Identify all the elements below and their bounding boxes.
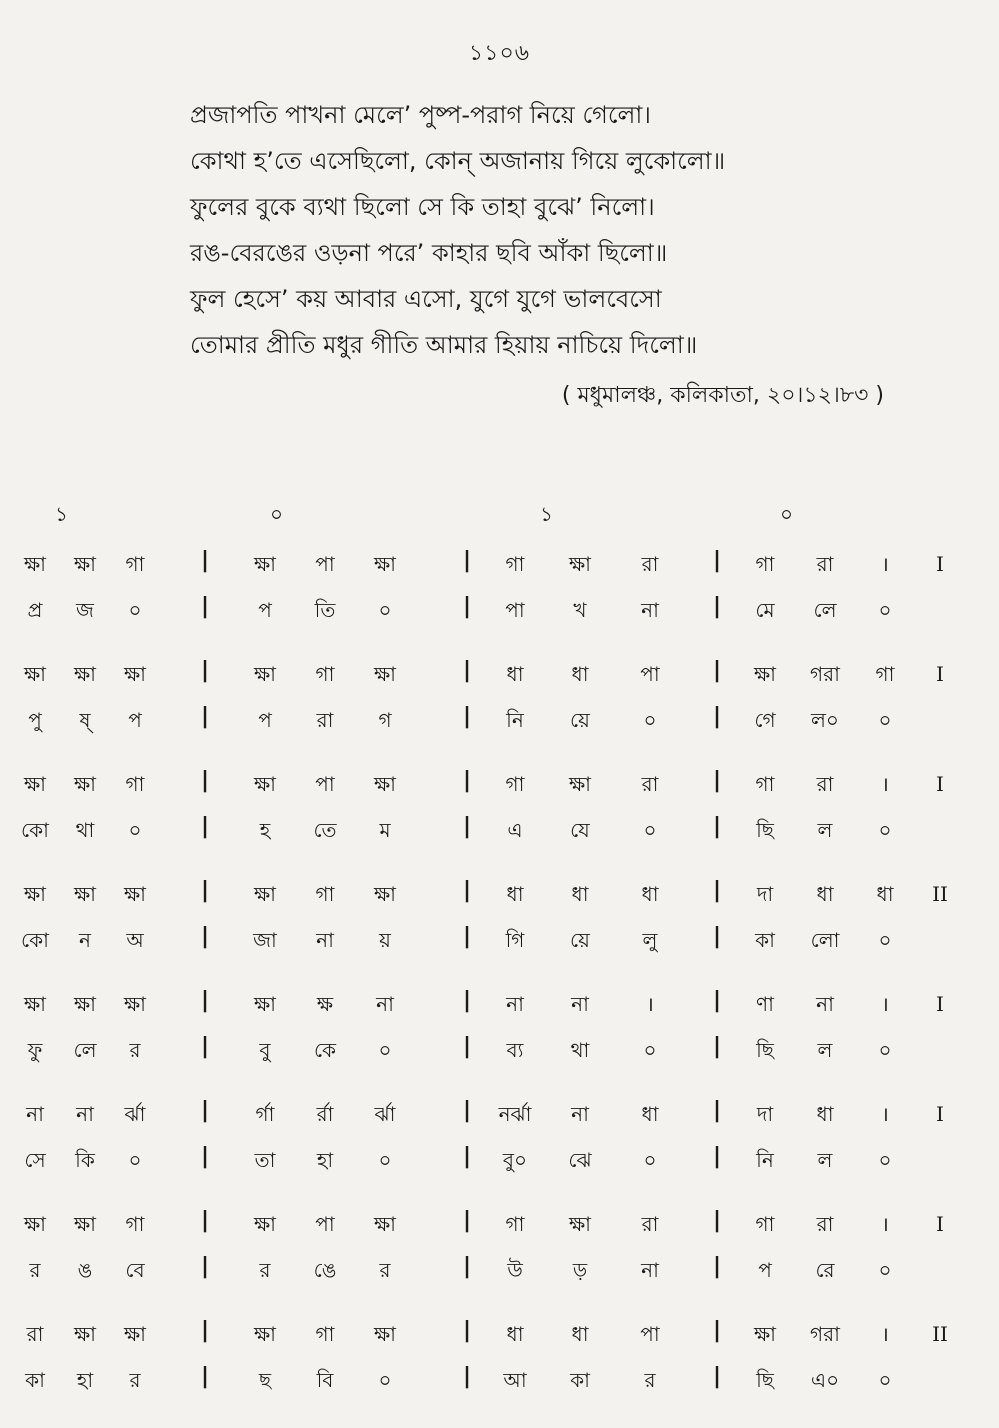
swara-note: ধা xyxy=(816,882,834,906)
swara-note: ক্ষা xyxy=(253,882,276,906)
swara-note: না xyxy=(571,992,589,1016)
swara-note: । xyxy=(881,1322,889,1346)
swara-note: ক্ষা xyxy=(123,882,146,906)
lyric-syllable: র xyxy=(29,1258,41,1282)
swara-note: না xyxy=(376,992,394,1016)
lyric-syllable: কা xyxy=(25,1368,45,1392)
lyric-syllable: র xyxy=(129,1038,141,1062)
swara-note: ক্ষা xyxy=(373,1322,396,1346)
lyric-syllable: না xyxy=(316,928,334,952)
swara-row xyxy=(0,652,999,698)
bar-line: | xyxy=(462,594,472,619)
lyric-syllable: ঙে xyxy=(313,1258,337,1282)
lyric-syllable: ০ xyxy=(378,1148,392,1172)
lyric-syllable: তি xyxy=(314,598,336,622)
lyric-syllable: ল xyxy=(817,818,833,842)
bar-line: | xyxy=(712,924,722,949)
swara-note: । xyxy=(881,1102,889,1126)
swara-note: ক্ষা xyxy=(568,772,591,796)
bar-line: | xyxy=(462,1098,472,1123)
swara-note: ক্ষা xyxy=(753,662,776,686)
swara-note: । xyxy=(881,992,889,1016)
swara-note: গা xyxy=(125,552,145,576)
swara-note: না xyxy=(816,992,834,1016)
lyric-syllable: তা xyxy=(254,1148,276,1172)
swara-note: ক্ষা xyxy=(373,662,396,686)
lyric-syllable: নি xyxy=(756,1148,774,1172)
beat-mark: ১ xyxy=(55,502,68,526)
lyric-syllable: ল০ xyxy=(811,708,839,732)
bar-line: | xyxy=(462,1254,472,1279)
bar-line: | xyxy=(462,548,472,573)
lyric-syllable: ঝে xyxy=(568,1148,592,1172)
poem-line: ফুলের বুকে ব্যথা ছিলো সে কি তাহা বুঝে’ নিলো। xyxy=(190,193,655,221)
swara-note: । xyxy=(646,992,654,1016)
swara-note: দা xyxy=(756,1102,774,1126)
bar-line: | xyxy=(462,988,472,1013)
swara-note: পা xyxy=(315,552,335,576)
lyric-syllable: পু xyxy=(28,708,42,732)
swara-note: পা xyxy=(315,1212,335,1236)
bar-line: | xyxy=(712,658,722,683)
lyric-syllable: নি xyxy=(506,708,524,732)
bar-line: | xyxy=(462,1364,472,1389)
swara-note: ক্ষা xyxy=(373,882,396,906)
lyric-syllable: ০ xyxy=(878,1258,892,1282)
bar-line: | xyxy=(712,594,722,619)
lyric-syllable: ছি xyxy=(756,1368,774,1392)
swara-note: ধা xyxy=(571,882,589,906)
lyric-syllable: ০ xyxy=(643,1148,657,1172)
beat-mark: ১ xyxy=(540,502,553,526)
swara-note: ক্ষা xyxy=(23,882,46,906)
swara-note: র্গা xyxy=(255,1102,275,1126)
lyric-syllable: উ xyxy=(507,1258,523,1282)
lyric-syllable: অ xyxy=(126,928,144,952)
swara-note: গা xyxy=(125,772,145,796)
lyric-syllable: প্র xyxy=(27,598,43,622)
swara-note: ক্ষা xyxy=(253,552,276,576)
lyric-syllable: ০ xyxy=(878,818,892,842)
bar-line: | xyxy=(462,1144,472,1169)
lyric-syllable: না xyxy=(641,1258,659,1282)
swara-note: ধা xyxy=(506,662,524,686)
swara-note: গা xyxy=(755,1212,775,1236)
bar-line: | xyxy=(200,1364,210,1389)
bar-line: | xyxy=(200,988,210,1013)
lyric-syllable: লে xyxy=(73,1038,97,1062)
lyric-syllable: কো xyxy=(21,818,49,842)
swara-note: ক্ষা xyxy=(253,1322,276,1346)
lyric-row xyxy=(0,1358,999,1404)
swara-note: ক্ষা xyxy=(73,662,96,686)
lyric-syllable: ০ xyxy=(378,598,392,622)
lyric-syllable: এ০ xyxy=(810,1368,840,1392)
lyric-syllable: র xyxy=(379,1258,391,1282)
lyric-syllable: জা xyxy=(253,928,277,952)
swara-note: ক্ষা xyxy=(253,772,276,796)
swara-note: ক্ষা xyxy=(23,772,46,796)
swara-note: রা xyxy=(641,772,659,796)
lyric-syllable: না xyxy=(641,598,659,622)
lyric-syllable: ০ xyxy=(878,708,892,732)
lyric-syllable: কা xyxy=(570,1368,590,1392)
bar-line: | xyxy=(200,1208,210,1233)
lyric-syllable: যে xyxy=(570,818,590,842)
lyric-syllable: রা xyxy=(316,708,334,732)
lyric-syllable: ল xyxy=(817,1038,833,1062)
swara-note: ধা xyxy=(641,882,659,906)
bar-line: | xyxy=(462,658,472,683)
swara-note: গা xyxy=(875,662,895,686)
swara-note: ক্ষা xyxy=(23,552,46,576)
lyric-syllable: থা xyxy=(570,1038,590,1062)
swara-note: ক্ষা xyxy=(73,1212,96,1236)
bar-line: | xyxy=(200,658,210,683)
lyric-row xyxy=(0,698,999,744)
lyric-syllable: ঙ xyxy=(77,1258,93,1282)
lyric-syllable: বু xyxy=(259,1038,271,1062)
swara-row xyxy=(0,872,999,918)
lyric-row xyxy=(0,1248,999,1294)
swara-note: ক্ষা xyxy=(73,772,96,796)
page-number: ১১০৬ xyxy=(468,41,531,66)
swara-note: পা xyxy=(640,662,660,686)
notation-block xyxy=(0,1092,999,1202)
swara-note: ক্ষা xyxy=(253,992,276,1016)
swara-note: গা xyxy=(125,1212,145,1236)
swara-row xyxy=(0,542,999,588)
bar-line: | xyxy=(712,1364,722,1389)
swara-note: ধা xyxy=(876,882,894,906)
lyric-syllable: প xyxy=(128,708,142,732)
bar-line: | xyxy=(462,1034,472,1059)
swara-note: গা xyxy=(315,1322,335,1346)
lyric-syllable: আ xyxy=(503,1368,527,1392)
bar-line: | xyxy=(712,704,722,729)
lyric-syllable: লু xyxy=(642,928,658,952)
lyric-syllable: থা xyxy=(75,818,95,842)
swara-note: ক্ষা xyxy=(73,552,96,576)
bar-line: | xyxy=(462,768,472,793)
citation: ( মধুমালঞ্চ, কলিকাতা, ২০।১২।৮৩ ) xyxy=(561,383,884,408)
swara-note: গা xyxy=(755,772,775,796)
swara-note: ক্ষা xyxy=(373,772,396,796)
bar-line: | xyxy=(712,768,722,793)
end-marker: II xyxy=(932,1322,948,1346)
swara-note: পা xyxy=(640,1322,660,1346)
lyric-syllable: য়ে xyxy=(570,928,590,952)
swara-note: ক্ষা xyxy=(23,992,46,1016)
swara-note: দা xyxy=(756,882,774,906)
swara-note: ধা xyxy=(571,1322,589,1346)
bar-line: | xyxy=(200,1098,210,1123)
swara-note: ক্ষা xyxy=(753,1322,776,1346)
beat-marks xyxy=(0,500,999,530)
bar-line: | xyxy=(712,814,722,839)
notation-block xyxy=(0,762,999,872)
bar-line: | xyxy=(200,878,210,903)
swara-note: ধা xyxy=(816,1102,834,1126)
bar-line: | xyxy=(712,1034,722,1059)
swara-note: নর্ঝা xyxy=(498,1102,532,1126)
swara-note: রা xyxy=(641,1212,659,1236)
bar-line: | xyxy=(462,924,472,949)
lyric-syllable: বু০ xyxy=(502,1148,528,1172)
bar-line: | xyxy=(200,704,210,729)
lyric-syllable: ম xyxy=(379,818,391,842)
bar-line: | xyxy=(200,1034,210,1059)
beat-mark: ০ xyxy=(270,502,284,526)
swara-note: ক্ষা xyxy=(123,992,146,1016)
lyric-syllable: প xyxy=(258,708,272,732)
swara-note: ক্ষা xyxy=(123,1322,146,1346)
lyric-syllable: লো xyxy=(810,928,840,952)
lyric-syllable: বে xyxy=(125,1258,145,1282)
bar-line: | xyxy=(712,1208,722,1233)
bar-line: | xyxy=(712,1098,722,1123)
swara-note: ক্ষ xyxy=(316,992,334,1016)
lyric-syllable: এ xyxy=(507,818,523,842)
lyric-syllable: লে xyxy=(813,598,837,622)
notation-block xyxy=(0,542,999,652)
notation-block xyxy=(0,1312,999,1422)
bar-line: | xyxy=(712,988,722,1013)
lyric-syllable: ০ xyxy=(128,598,142,622)
poem-line: প্রজাপতি পাখনা মেলে’ পুষ্প-পরাগ নিয়ে গেলো। xyxy=(190,101,651,129)
lyric-syllable: গ xyxy=(378,708,392,732)
swara-note: রা xyxy=(816,1212,834,1236)
swara-note: । xyxy=(881,552,889,576)
lyric-syllable: ০ xyxy=(378,1038,392,1062)
swara-note: । xyxy=(881,772,889,796)
notation-grid xyxy=(0,542,999,1422)
end-marker: I xyxy=(936,992,944,1016)
lyric-syllable: ০ xyxy=(378,1368,392,1392)
lyric-syllable: জ xyxy=(76,598,94,622)
lyric-syllable: প xyxy=(258,598,272,622)
lyric-syllable: কি xyxy=(75,1148,95,1172)
bar-line: | xyxy=(712,548,722,573)
poem-line: তোমার প্রীতি মধুর গীতি আমার হিয়ায় নাচিয়ে দিলো॥ xyxy=(190,331,698,359)
end-marker: I xyxy=(936,1102,944,1126)
end-marker: I xyxy=(936,1212,944,1236)
lyric-syllable: ল xyxy=(817,1148,833,1172)
swara-note: র্ঝা xyxy=(124,1102,146,1126)
lyric-syllable: ষ্ xyxy=(79,708,91,732)
lyric-syllable: কো xyxy=(21,928,49,952)
bar-line: | xyxy=(712,878,722,903)
lyric-syllable: হ xyxy=(259,818,271,842)
swara-note: র্ঝা xyxy=(374,1102,396,1126)
bar-line: | xyxy=(200,548,210,573)
beat-mark: ০ xyxy=(780,502,794,526)
lyric-syllable: পা xyxy=(505,598,525,622)
swara-note: ক্ষা xyxy=(253,662,276,686)
swara-note: ধা xyxy=(641,1102,659,1126)
lyric-row xyxy=(0,1138,999,1184)
poem-line: ফুল হেসে’ কয় আবার এসো, যুগে যুগে ভালবেসো xyxy=(190,285,662,313)
lyric-syllable: য় xyxy=(379,928,391,952)
bar-line: | xyxy=(200,1318,210,1343)
lyric-syllable: গি xyxy=(505,928,525,952)
bar-line: | xyxy=(200,1254,210,1279)
swara-note: গা xyxy=(755,552,775,576)
swara-note: গরা xyxy=(810,1322,840,1346)
lyric-syllable: খ xyxy=(573,598,587,622)
bar-line: | xyxy=(200,594,210,619)
lyric-syllable: কে xyxy=(313,1038,337,1062)
lyric-syllable: র xyxy=(644,1368,656,1392)
lyric-syllable: সে xyxy=(24,1148,46,1172)
lyric-syllable: ব্য xyxy=(506,1038,524,1062)
swara-note: । xyxy=(881,1212,889,1236)
lyric-syllable: ছি xyxy=(756,1038,774,1062)
lyric-syllable: ০ xyxy=(643,708,657,732)
lyric-syllable: গে xyxy=(754,708,776,732)
lyric-syllable: ছ xyxy=(258,1368,272,1392)
lyric-syllable: ০ xyxy=(128,1148,142,1172)
lyric-row xyxy=(0,588,999,634)
lyric-syllable: ০ xyxy=(878,598,892,622)
lyric-syllable: ০ xyxy=(878,1148,892,1172)
lyric-syllable: ০ xyxy=(878,1038,892,1062)
swara-note: ধা xyxy=(571,662,589,686)
lyric-syllable: ০ xyxy=(643,1038,657,1062)
lyric-syllable: ০ xyxy=(878,928,892,952)
bar-line: | xyxy=(462,704,472,729)
lyric-syllable: রে xyxy=(815,1258,835,1282)
swara-row xyxy=(0,762,999,808)
bar-line: | xyxy=(200,924,210,949)
lyric-row xyxy=(0,1028,999,1074)
bar-line: | xyxy=(462,878,472,903)
swara-row xyxy=(0,1312,999,1358)
swara-note: গা xyxy=(315,882,335,906)
swara-note: গা xyxy=(315,662,335,686)
poem-line: কোথা হ’তে এসেছিলো, কোন্ অজানায় গিয়ে লুকোলো॥ xyxy=(190,147,726,175)
lyric-syllable: ন xyxy=(79,928,91,952)
swara-note: ক্ষা xyxy=(253,1212,276,1236)
end-marker: II xyxy=(932,882,948,906)
lyric-syllable: ফু xyxy=(27,1038,43,1062)
lyric-syllable: ০ xyxy=(643,818,657,842)
swara-note: রা xyxy=(641,552,659,576)
end-marker: I xyxy=(936,772,944,796)
poem-line: রঙ-বেরঙের ওড়না পরে’ কাহার ছবি আঁকা ছিলো॥ xyxy=(190,239,668,267)
lyric-syllable: ০ xyxy=(878,1368,892,1392)
notation-block xyxy=(0,982,999,1092)
bar-line: | xyxy=(712,1254,722,1279)
swara-note: ক্ষা xyxy=(73,882,96,906)
lyric-syllable: কা xyxy=(755,928,775,952)
bar-line: | xyxy=(462,1318,472,1343)
notation-block xyxy=(0,872,999,982)
end-marker: I xyxy=(936,552,944,576)
lyric-syllable: র xyxy=(259,1258,271,1282)
bar-line: | xyxy=(200,1144,210,1169)
swara-note: গা xyxy=(505,552,525,576)
swara-note: ক্ষা xyxy=(23,662,46,686)
lyric-syllable: ড় xyxy=(572,1258,588,1282)
end-marker: I xyxy=(936,662,944,686)
swara-note: গা xyxy=(505,1212,525,1236)
bar-line: | xyxy=(200,768,210,793)
bar-line: | xyxy=(462,1208,472,1233)
swara-note: না xyxy=(506,992,524,1016)
swara-row xyxy=(0,982,999,1028)
lyric-syllable: প xyxy=(758,1258,772,1282)
swara-note: ণা xyxy=(756,992,774,1016)
lyric-syllable: মে xyxy=(755,598,775,622)
bar-line: | xyxy=(462,814,472,839)
swara-note: গরা xyxy=(810,662,840,686)
lyric-syllable: হা xyxy=(316,1148,334,1172)
lyric-syllable: ০ xyxy=(128,818,142,842)
swara-row xyxy=(0,1202,999,1248)
swara-note: ক্ষা xyxy=(123,662,146,686)
bar-line: | xyxy=(712,1318,722,1343)
swara-note: ক্ষা xyxy=(568,552,591,576)
bar-line: | xyxy=(712,1144,722,1169)
swara-note: ক্ষা xyxy=(73,1322,96,1346)
swara-row xyxy=(0,1092,999,1138)
notation-block xyxy=(0,652,999,762)
swara-note: না xyxy=(26,1102,44,1126)
swara-note: পা xyxy=(315,772,335,796)
lyric-row xyxy=(0,918,999,964)
lyric-syllable: হা xyxy=(76,1368,94,1392)
swara-note: ক্ষা xyxy=(373,552,396,576)
lyric-row xyxy=(0,808,999,854)
lyric-syllable: তে xyxy=(313,818,337,842)
swara-note: ক্ষা xyxy=(73,992,96,1016)
swara-note: ক্ষা xyxy=(23,1212,46,1236)
swara-note: না xyxy=(571,1102,589,1126)
lyric-syllable: ছি xyxy=(756,818,774,842)
swara-note: ক্ষা xyxy=(373,1212,396,1236)
swara-note: ধা xyxy=(506,1322,524,1346)
swara-note: গা xyxy=(505,772,525,796)
swara-note: না xyxy=(76,1102,94,1126)
lyric-syllable: র xyxy=(129,1368,141,1392)
lyric-syllable: বি xyxy=(316,1368,334,1392)
swara-note: ধা xyxy=(506,882,524,906)
lyric-syllable: য়ে xyxy=(570,708,590,732)
swara-note: র্রা xyxy=(316,1102,334,1126)
swara-note: ক্ষা xyxy=(568,1212,591,1236)
swara-note: রা xyxy=(816,552,834,576)
poem xyxy=(190,92,910,368)
bar-line: | xyxy=(200,814,210,839)
notation-block xyxy=(0,1202,999,1312)
swara-note: রা xyxy=(816,772,834,796)
swara-note: রা xyxy=(26,1322,44,1346)
